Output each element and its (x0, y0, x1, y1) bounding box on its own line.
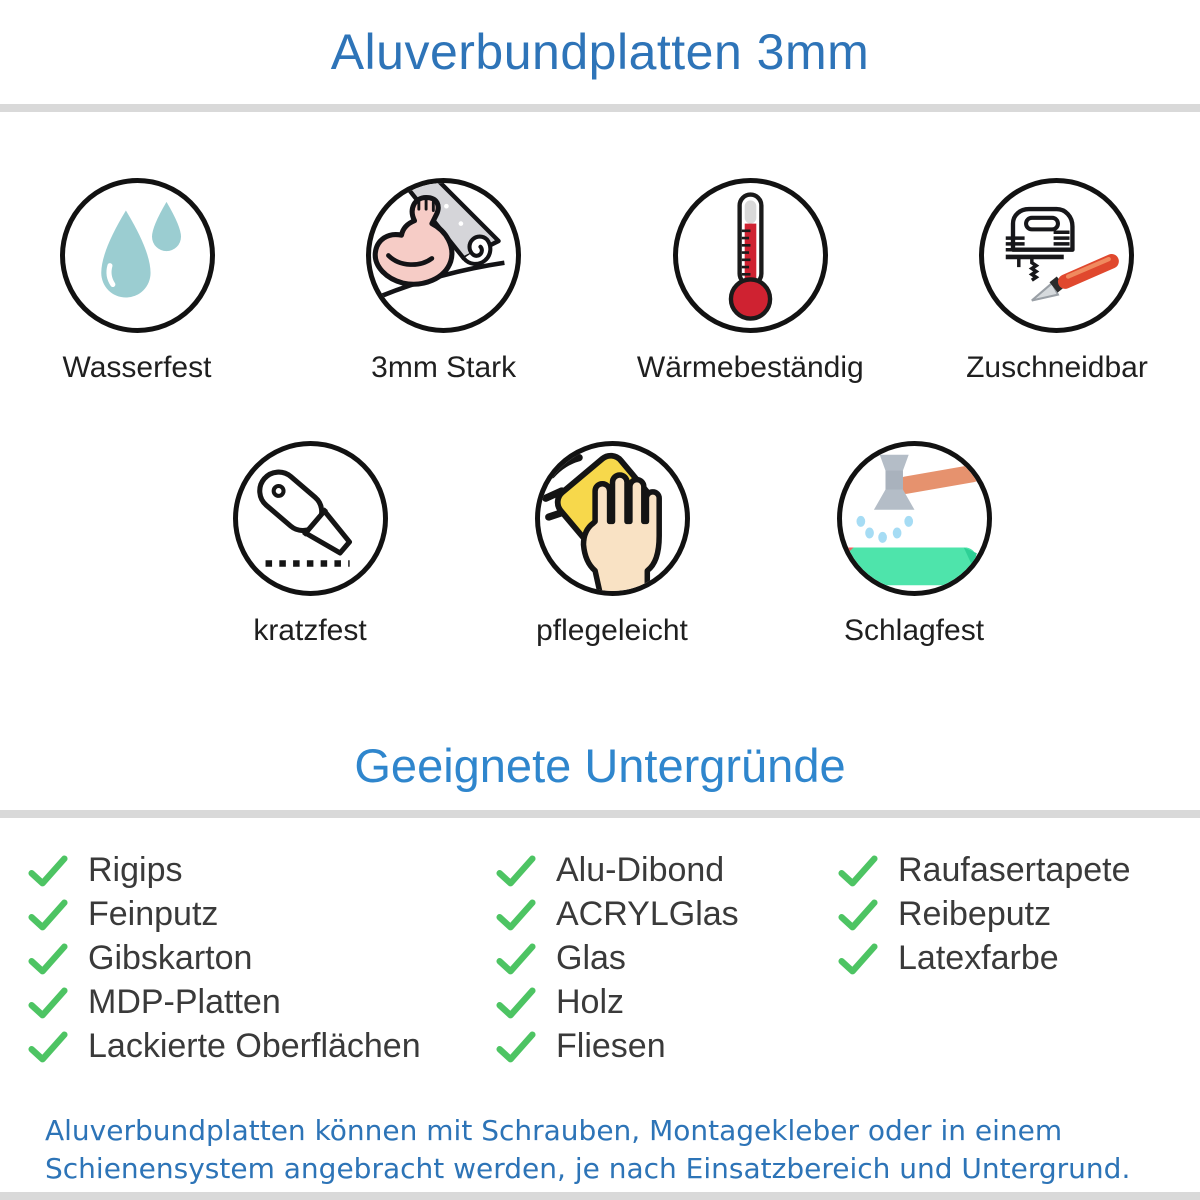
check-icon (28, 1030, 68, 1063)
header-divider (0, 104, 1200, 112)
check-icon (28, 898, 68, 931)
list-item (28, 851, 496, 889)
feature-zuschneidbar (931, 178, 1183, 385)
list-item (838, 851, 1200, 889)
list-item-label: Fliesen (556, 1027, 666, 1065)
feature-schlagfest (788, 441, 1040, 648)
feature-label: Schlagfest (843, 614, 985, 647)
feature-circle (535, 441, 690, 596)
header (0, 0, 1200, 104)
list-item-label: Lackierte Oberflächen (88, 1027, 421, 1065)
substrates-column-2 (496, 851, 838, 1074)
check-icon (496, 1030, 536, 1063)
water-drops-icon (65, 183, 210, 328)
check-icon (838, 942, 878, 975)
feature-label: pflegeleicht (536, 614, 688, 647)
check-icon (496, 854, 536, 887)
check-icon (28, 986, 68, 1019)
feature-label: Wärmebeständig (636, 351, 864, 384)
list-item (28, 1027, 496, 1065)
substrates-heading: Geeignete Untergründe (354, 739, 846, 792)
feature-circle (60, 178, 215, 333)
bottom-divider (0, 1192, 1200, 1200)
feature-label: kratzfest (253, 614, 367, 647)
thermometer-icon (678, 183, 823, 328)
check-icon (496, 942, 536, 975)
feature-circle (673, 178, 828, 333)
list-item-label: Feinputz (88, 895, 219, 933)
list-item (838, 939, 1200, 977)
muscle-arm-panel-icon (371, 183, 516, 328)
list-item-label: Alu-Dibond (556, 851, 725, 889)
page-title: Aluverbundplatten 3mm (330, 24, 870, 80)
substrates-divider (0, 810, 1200, 818)
list-item-label: Rigips (88, 851, 183, 889)
check-icon (496, 898, 536, 931)
list-item (496, 1027, 838, 1065)
features-row-2 (184, 441, 1200, 648)
feature-3mm-stark (318, 178, 570, 385)
feature-wasserfest (11, 178, 263, 385)
list-item-label: ACRYLGlas (556, 895, 739, 933)
list-item-label: Raufasertapete (898, 851, 1131, 889)
list-item (496, 939, 838, 977)
feature-circle (233, 441, 388, 596)
list-item (28, 983, 496, 1021)
mounting-note (0, 1112, 1200, 1188)
feature-kratzfest (184, 441, 436, 648)
check-icon (28, 854, 68, 887)
list-item-label: Reibeputz (898, 895, 1052, 933)
list-item-label: Glas (556, 939, 626, 977)
substrates-heading-wrap (0, 648, 1200, 810)
feature-waermebestaendig (624, 178, 876, 385)
feature-circle (366, 178, 521, 333)
list-item-label: Holz (556, 983, 625, 1021)
substrates-column-1 (28, 851, 496, 1074)
feature-circle (979, 178, 1134, 333)
list-item (28, 895, 496, 933)
list-item (496, 983, 838, 1021)
hammer-impact-icon (842, 446, 987, 591)
substrates-list (0, 851, 1200, 1074)
feature-label: Wasserfest (62, 351, 212, 384)
list-item (496, 851, 838, 889)
utility-knife-icon (238, 446, 383, 591)
check-icon (496, 986, 536, 1019)
list-item-label: Gibskarton (88, 939, 253, 977)
check-icon (28, 942, 68, 975)
list-item (28, 939, 496, 977)
check-icon (838, 898, 878, 931)
list-item (496, 895, 838, 933)
mounting-note-line-1: Aluverbundplatten können mit Schrauben, Montagekleber oder in einem (45, 1114, 1063, 1147)
feature-circle (837, 441, 992, 596)
features-row-1 (0, 178, 1200, 385)
feature-label: Zuschneidbar (966, 351, 1148, 384)
list-item-label: MDP-Platten (88, 983, 281, 1021)
feature-label: 3mm Stark (371, 351, 517, 384)
substrates-column-3 (838, 851, 1200, 1074)
list-item (838, 895, 1200, 933)
list-item-label: Latexfarbe (898, 939, 1059, 977)
hand-cloth-icon (540, 446, 685, 591)
feature-pflegeleicht (486, 441, 738, 648)
mounting-note-line-2: Schienensystem angebracht werden, je nach Einsatzbereich und Untergrund. (45, 1152, 1131, 1185)
check-icon (838, 854, 878, 887)
jigsaw-cutter-icon (984, 183, 1129, 328)
